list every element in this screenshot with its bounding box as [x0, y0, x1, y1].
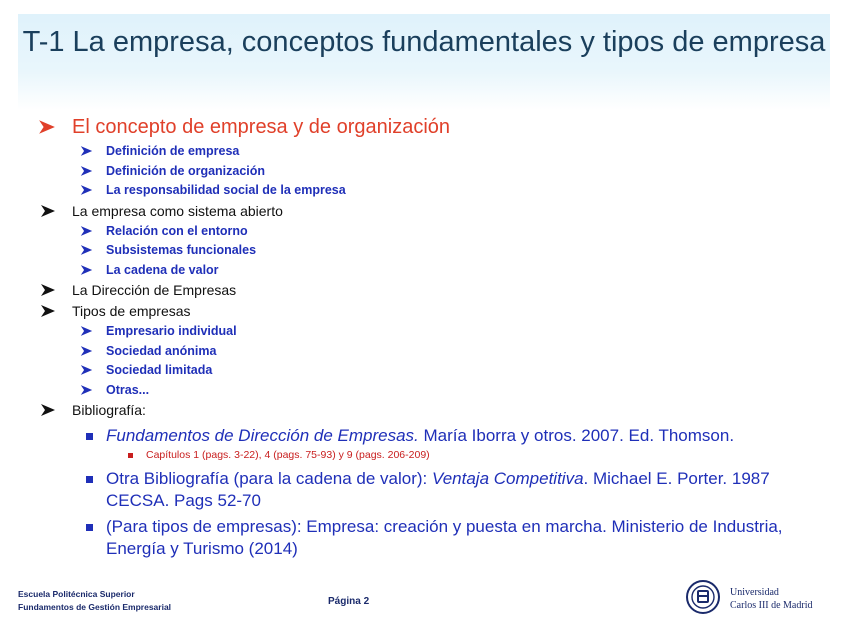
arrow-bullet-icon [80, 345, 93, 357]
arrow-bullet-icon [80, 184, 93, 196]
arrow-bullet-icon [80, 384, 93, 396]
university-name: Universidad Carlos III de Madrid [730, 587, 813, 611]
arrow-bullet-icon [80, 264, 93, 276]
footer-school: Escuela Politécnica Superior Fundamentos de Gestión Empresarial [18, 589, 172, 612]
arrow-bullet-icon [80, 325, 93, 337]
section-label: El concepto de empresa y de organización [72, 116, 451, 138]
square-bullet-icon [86, 524, 93, 531]
section-concept [36, 112, 826, 142]
university-seal-logo [686, 580, 720, 614]
bibliography-chapters: Capítulos 1 (pags. 3-22), 4 (pags. 75-93) y 9 (pags. 206-209) [36, 447, 826, 464]
arrow-bullet-icon [80, 225, 93, 237]
section-company-types: Tipos de empresas [36, 301, 826, 322]
bibliography-item: (Para tipos de empresas): Empresa: creación y puesta en marcha. Ministerio de Industria, Energía y Turismo (2014) [36, 516, 816, 560]
list-item: La responsabilidad social de la empresa [36, 181, 826, 201]
arrow-bullet-icon [80, 145, 93, 157]
list-item: Subsistemas funcionales [36, 241, 826, 261]
bibliography-item: Fundamentos de Dirección de Empresas. María Iborra y otros. 2007. Ed. Thomson. [36, 425, 816, 447]
arrow-bullet-icon [40, 204, 56, 218]
page-number: Página 2 [328, 596, 370, 607]
arrow-bullet-icon [40, 403, 56, 417]
arrow-bullet-icon [38, 119, 56, 135]
list-item: Empresario individual [36, 322, 826, 342]
list-item: La cadena de valor [36, 261, 826, 281]
slide-title: T-1 La empresa, conceptos fundamentales y tipos de empresa [22, 26, 826, 58]
list-item: Sociedad anónima [36, 342, 826, 362]
slide-content [36, 112, 826, 560]
bibliography-item: Otra Bibliografía (para la cadena de valor): Ventaja Competitiva. Michael E. Porter. 1987 CECSA. Pags 52-70 [36, 468, 816, 512]
arrow-bullet-icon [40, 304, 56, 318]
list-item: Definición de organización [36, 162, 826, 182]
section-open-system: La empresa como sistema abierto [36, 201, 826, 222]
arrow-bullet-icon [80, 165, 93, 177]
square-bullet-icon [86, 433, 93, 440]
square-bullet-icon [86, 476, 93, 483]
square-bullet-icon [128, 453, 133, 458]
section-bibliography: Bibliografía: [36, 400, 826, 421]
list-item: Sociedad limitada [36, 361, 826, 381]
list-item: Definición de empresa [36, 142, 826, 162]
list-item: Otras... [36, 381, 826, 401]
list-item: Relación con el entorno [36, 222, 826, 242]
arrow-bullet-icon [80, 364, 93, 376]
arrow-bullet-icon [80, 244, 93, 256]
arrow-bullet-icon [40, 283, 56, 297]
section-management: La Dirección de Empresas [36, 280, 826, 301]
